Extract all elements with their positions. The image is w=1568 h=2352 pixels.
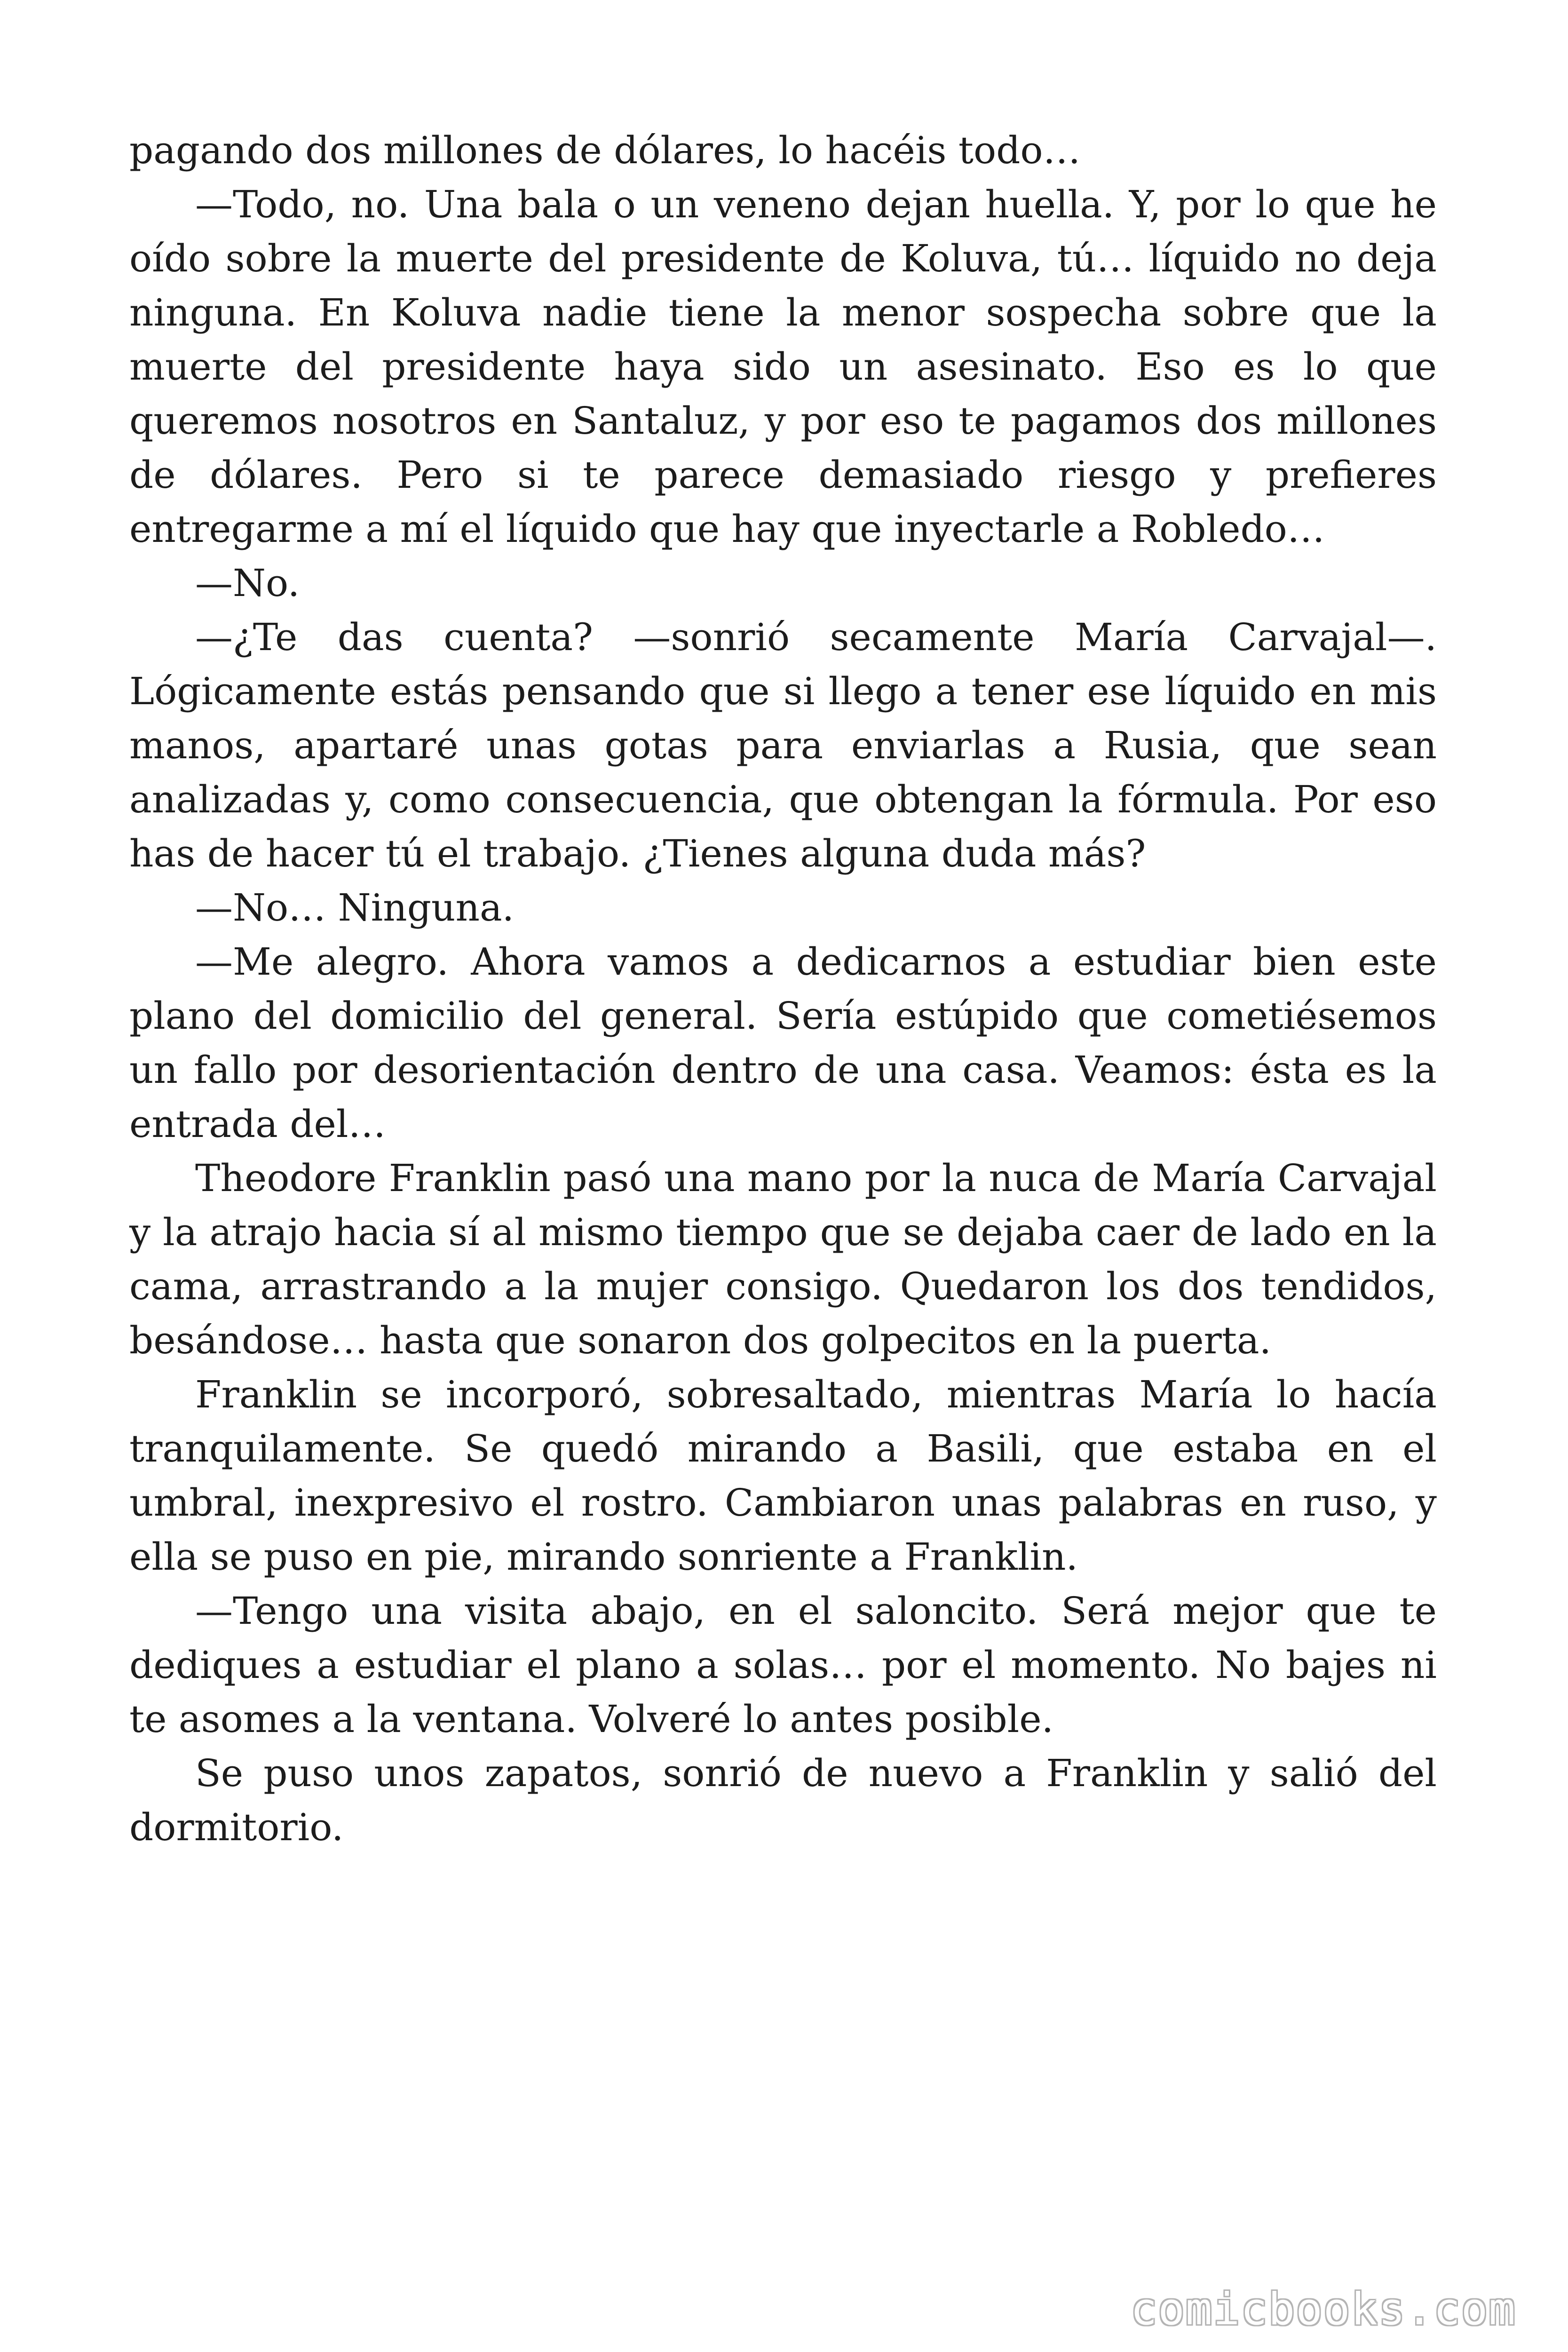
paragraph-4: —¿Te das cuenta? —sonrió secamente María Carvajal—. Lógicamente estás pensando que si llego a tener ese líquido en mis manos, apartaré unas gotas para enviarlas a Rusia, que sean analizadas y, como consecuencia, que obtengan la fórmula. Por eso has de hacer tú el trabajo. ¿Tienes alguna duda más?: [129, 615, 1437, 875]
paragraph-10: Se puso unos zapatos, sonrió de nuevo a Franklin y salió del dormitorio.: [129, 1751, 1437, 1849]
paragraph-1: pagando dos millones de dólares, lo hacéis todo…: [129, 128, 1081, 172]
paragraph-7: Theodore Franklin pasó una mano por la nuca de María Carvajal y la atrajo hacia sí al mismo tiempo que se dejaba caer de lado en la cama, arrastrando a la mujer consigo. Quedaron los dos tendidos, besándose… hasta que sonaron dos golpecitos en la puerta.: [129, 1156, 1437, 1362]
paragraph-5: —No… Ninguna.: [195, 886, 515, 930]
paragraph-8: Franklin se incorporó, sobresaltado, mientras María lo hacía tranquilamente. Se quedó mirando a Basili, que estaba en el umbral, inexpresivo el rostro. Cambiaron unas palabras en ruso, y ella se puso en pie, mirando sonriente a Franklin.: [129, 1373, 1437, 1579]
book-page-text: [129, 123, 1437, 1854]
watermark: comicbooks.com: [1130, 2284, 1516, 2335]
paragraph-3: —No.: [195, 561, 300, 605]
paragraph-6: —Me alegro. Ahora vamos a dedicarnos a estudiar bien este plano del domicilio del general. Sería estúpido que cometiésemos un fallo por desorientación dentro de una casa. Veamos: ésta es la entrada del…: [129, 940, 1437, 1146]
paragraph-9: —Tengo una visita abajo, en el saloncito. Será mejor que te dediques a estudiar el plano a solas… por el momento. No bajes ni te asomes a la ventana. Volveré lo antes posible.: [129, 1589, 1437, 1741]
paragraph-2: —Todo, no. Una bala o un veneno dejan huella. Y, por lo que he oído sobre la muerte del presidente de Koluva, tú… líquido no deja ninguna. En Koluva nadie tiene la menor sospecha sobre que la muerte del presidente haya sido un asesinato. Eso es lo que queremos nosotros en Santaluz, y por eso te pagamos dos millones de dólares. Pero si te parece demasiado riesgo y prefieres entregarme a mí el líquido que hay que inyectarle a Robledo…: [129, 183, 1437, 551]
